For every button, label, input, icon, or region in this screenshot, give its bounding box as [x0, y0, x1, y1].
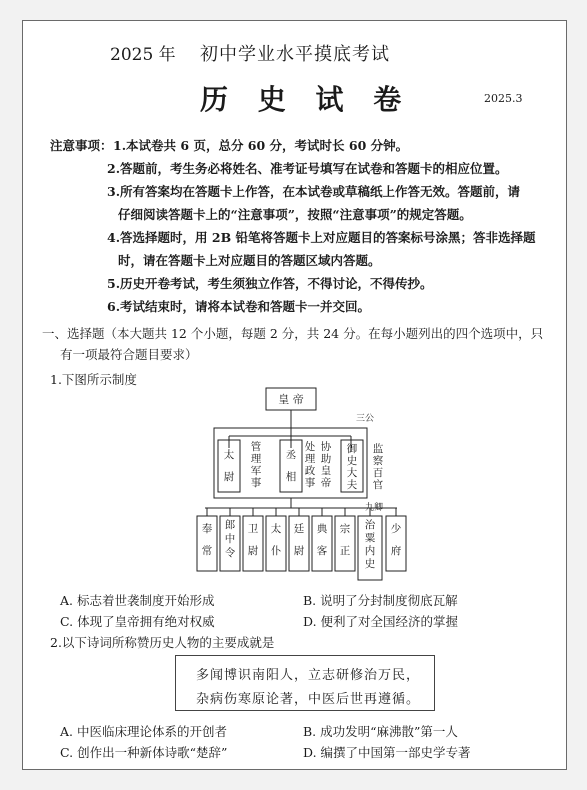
q2-option-d[interactable]: D. 编撰了中国第一部史学专著 [303, 745, 471, 760]
question-2-stem: 2.以下诗词所称赞历史人物的主要成就是 [50, 635, 275, 650]
emperor-label: 皇 帝 [278, 393, 304, 406]
taiwei-label: 太尉 [223, 449, 235, 483]
poem-line-1: 多闻博识南阳人，立志研修治万民， [196, 668, 421, 683]
q1-option-c[interactable]: C. 体现了皇帝拥有绝对权威 [60, 614, 215, 629]
notes-label: 注意事项： [50, 138, 113, 153]
note-item: 仔细阅读答题卡上的“注意事项”，按照“注意事项”的规定答题。 [118, 207, 472, 222]
note-item: 4.答选择题时，用 2B 铅笔将答题卡上对应题目的答案标号涂黑；答非选择题 [107, 230, 536, 245]
question-1-stem: 1.下图所示制度 [50, 372, 137, 387]
sangong-label: 三公 [356, 414, 375, 424]
chengxiang-role-2: 协助皇帝 [320, 441, 332, 489]
exam-year: 2025 年 [110, 45, 176, 65]
minister-label: 宗正 [339, 523, 351, 557]
poem-line-2: 杂病伤寒原论著，中医后世再遵循。 [196, 692, 421, 707]
jiuqing-label: 九卿 [365, 503, 384, 513]
page-title: 历 史 试 卷 [200, 83, 412, 116]
q2-option-a[interactable]: A. 中医临床理论体系的开创者 [60, 724, 227, 739]
minister-label: 卫尉 [247, 523, 259, 557]
minister-label: 少府 [390, 523, 402, 557]
section-heading-cont: 有一项最符合题目要求） [60, 347, 198, 362]
q1-option-d[interactable]: D. 便利了对全国经济的掌握 [303, 614, 459, 629]
note-item: 2.答题前，考生务必将姓名、准考证号填写在试卷和答题卡的相应位置。 [107, 161, 508, 176]
taiwei-role: 管理军事 [250, 441, 262, 489]
q1-option-b[interactable]: B. 说明了分封制度彻底瓦解 [303, 593, 458, 608]
minister-label: 廷尉 [293, 523, 305, 557]
section-heading: 一、选择题（本大题共 12 个小题，每题 2 分，共 24 分。在每小题列出的四个选项中，只 [42, 326, 544, 341]
minister-label: 太仆 [270, 523, 282, 557]
minister-label: 典客 [316, 523, 328, 557]
chengxiang-role-1: 处理政事 [304, 441, 316, 489]
note-item: 5.历史开卷考试，考生须独立作答，不得讨论，不得传抄。 [107, 276, 433, 291]
note-item: 6.考试结束时，请将本试卷和答题卡一并交回。 [107, 299, 371, 314]
yushi-label: 御史大夫 [346, 443, 358, 491]
minister-label: 郎中令 [224, 519, 236, 559]
exam-name: 初中学业水平摸底考试 [200, 44, 390, 65]
q1-option-a[interactable]: A. 标志着世袭制度开始形成 [60, 593, 215, 608]
minister-label: 治粟内史 [364, 519, 376, 570]
note-item: 时，请在答题卡上对应题目的答题区域内答题。 [118, 253, 381, 268]
chengxiang-label: 丞相 [285, 449, 297, 483]
note-item: 1.本试卷共 6 页，总分 60 分，考试时长 60 分钟。 [113, 138, 409, 153]
exam-date: 2025.3 [484, 92, 523, 105]
q2-option-c[interactable]: C. 创作出一种新体诗歌“楚辞” [60, 745, 228, 760]
yushi-role: 监察百官 [372, 443, 384, 491]
minister-label: 奉常 [201, 523, 213, 557]
q2-option-b[interactable]: B. 成功发明“麻沸散”第一人 [303, 724, 458, 739]
note-item: 3.所有答案均在答题卡上作答，在本试卷或草稿纸上作答无效。答题前，请 [107, 184, 521, 199]
